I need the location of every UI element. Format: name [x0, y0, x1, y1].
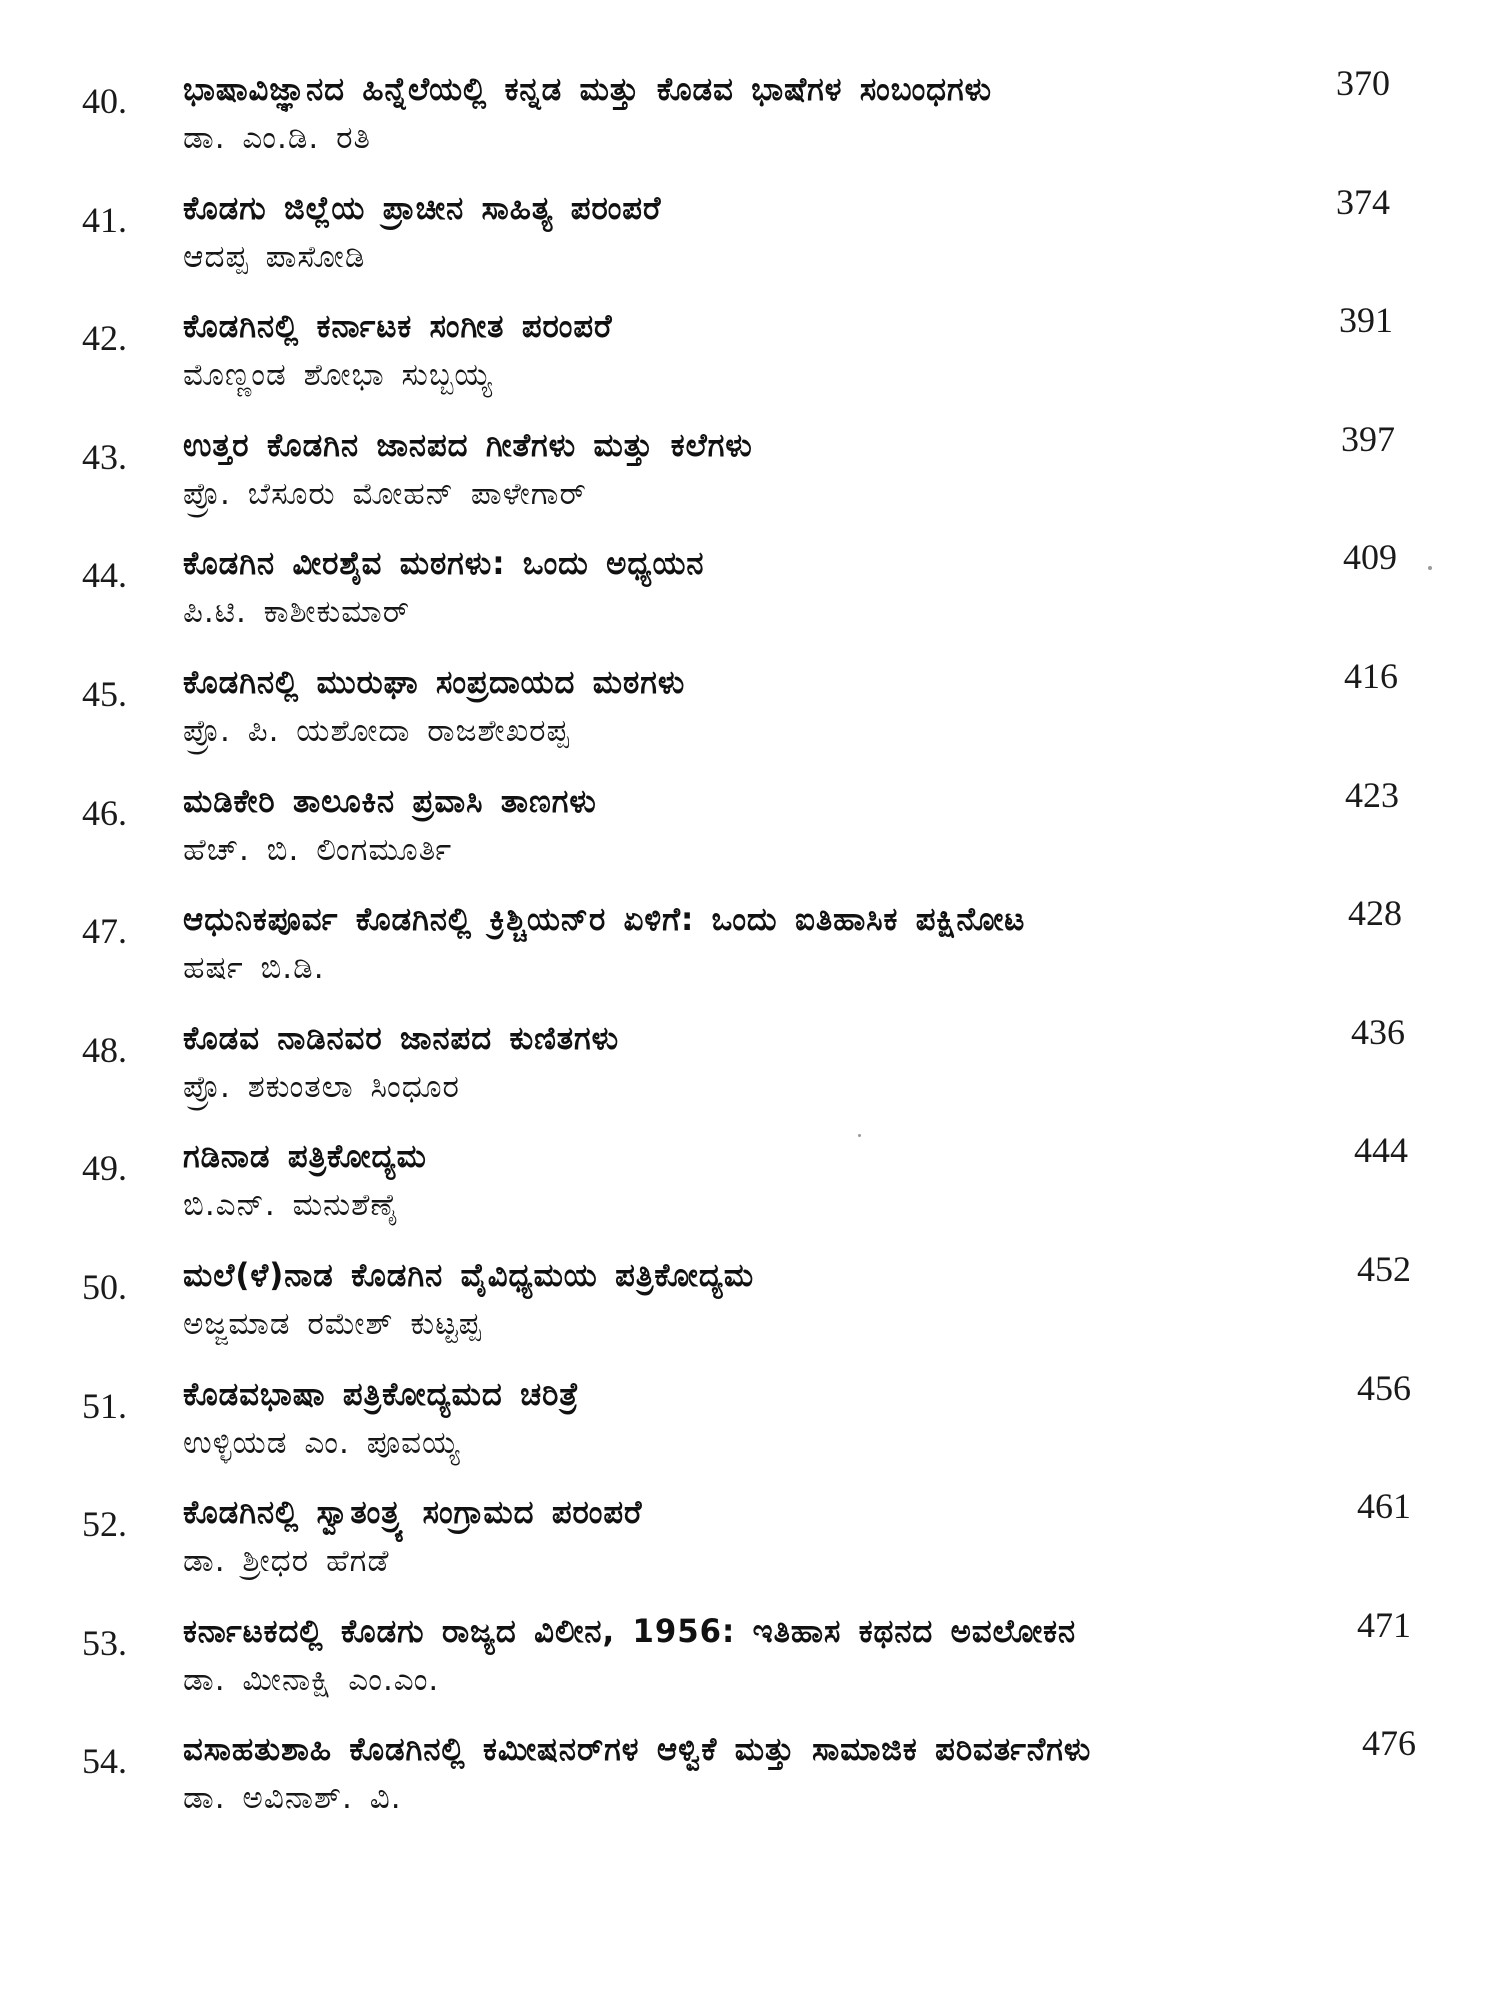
toc-entry [0, 774, 1500, 893]
entry-author: ಆದಪ್ಪ ಪಾಸೋಡಿ [183, 238, 366, 275]
entry-title: ಕೊಡಗಿನ ವೀರಶೈವ ಮಠಗಳು: ಒಂದು ಅಧ್ಯಯನ [183, 544, 705, 583]
entry-page-number: 444 [1354, 1130, 1408, 1171]
toc-entry [0, 1604, 1500, 1723]
entry-page-number: 409 [1343, 537, 1397, 578]
entry-number: 42. [82, 318, 127, 359]
entry-title: ಕೊಡಗಿನಲ್ಲಿ ಮುರುಘಾ ಸಂಪ್ರದಾಯದ ಮಠಗಳು [183, 662, 686, 701]
entry-title: ಮಲೆ(ಳೆ)ನಾಡ ಕೊಡಗಿನ ವೈವಿಧ್ಯಮಯ ಪತ್ರಿಕೋದ್ಯಮ [183, 1255, 755, 1294]
toc-entry [0, 1367, 1500, 1486]
toc-entry [0, 892, 1500, 1011]
entry-page-number: 423 [1345, 774, 1399, 815]
entry-title: ವಸಾಹತುಶಾಹಿ ಕೊಡಗಿನಲ್ಲಿ ಕಮೀಷನರ್‌ಗಳ ಆಳ್ವಿಕೆ ಮತ್ತು ಸಾಮಾಜಿಕ ಪರಿವರ್ತನೆಗಳು [183, 1730, 1092, 1769]
entry-title: ಕೊಡಗಿನಲ್ಲಿ ಸ್ವಾತಂತ್ರ್ಯ ಸಂಗ್ರಾಮದ ಪರಂಪರೆ [183, 1493, 643, 1532]
entry-author: ಪ್ರೊ. ಬೆಸೂರು ಮೋಹನ್ ಪಾಳೇಗಾರ್ [183, 475, 587, 512]
toc-entry [0, 62, 1500, 181]
entry-author: ಬಿ.ಎನ್. ಮನುಶೆಣೈ [183, 1187, 400, 1224]
entry-number: 41. [82, 199, 127, 240]
entry-number: 52. [82, 1504, 127, 1545]
entry-author: ಪ್ರೊ. ಶಕುಂತಲಾ ಸಿಂಧೂರ [183, 1068, 460, 1105]
toc-entry [0, 1248, 1500, 1367]
entry-title: ಕರ್ನಾಟಕದಲ್ಲಿ ಕೊಡಗು ರಾಜ್ಯದ ವಿಲೀನ, 1956: ಇತಿಹಾಸ ಕಥನದ ಅವಲೋಕನ [183, 1611, 1077, 1650]
entry-number: 49. [82, 1148, 127, 1189]
toc-entry [0, 299, 1500, 418]
entry-number: 53. [82, 1622, 127, 1663]
entry-author: ಅಜ್ಜಮಾಡ ರಮೇಶ್ ಕುಟ್ಟಪ್ಪ [183, 1305, 482, 1342]
entry-author: ಹರ್ಷ ಬಿ.ಡಿ. [183, 950, 325, 987]
entry-title: ಕೊಡಗಿನಲ್ಲಿ ಕರ್ನಾಟಕ ಸಂಗೀತ ಪರಂಪರೆ [183, 307, 613, 346]
entry-number: 47. [82, 911, 127, 952]
entry-author: ಪಿ.ಟಿ. ಕಾಶೀಕುಮಾರ್ [183, 594, 411, 631]
toc-entry [0, 418, 1500, 537]
entry-page-number: 370 [1336, 63, 1390, 103]
entry-author: ಉಳ್ಳಿಯಡ ಎಂ. ಪೂವಯ್ಯ [183, 1424, 461, 1461]
entry-page-number: 452 [1357, 1248, 1411, 1289]
toc-entry [0, 181, 1500, 300]
entry-page-number: 471 [1357, 1604, 1411, 1645]
entry-page-number: 397 [1341, 418, 1395, 459]
entry-page-number: 456 [1357, 1367, 1411, 1408]
entry-number: 40. [82, 81, 127, 121]
table-of-contents [0, 62, 1500, 1841]
entry-number: 46. [82, 792, 127, 833]
entry-author: ಡಾ. ಎಂ.ಡಿ. ರತಿ [183, 120, 371, 156]
entry-author: ಡಾ. ಮೀನಾಕ್ಷಿ ಎಂ.ಎಂ. [183, 1661, 440, 1698]
toc-entry [0, 536, 1500, 655]
entry-title: ಭಾಷಾವಿಜ್ಞಾನದ ಹಿನ್ನೆಲೆಯಲ್ಲಿ ಕನ್ನಡ ಮತ್ತು ಕೊಡವ ಭಾಷೆಗಳ ಸಂಬಂಧಗಳು [183, 70, 993, 108]
entry-author: ಡಾ. ಅವಿನಾಶ್. ವಿ. [183, 1780, 402, 1817]
entry-author: ಡಾ. ಶ್ರೀಧರ ಹೆಗಡೆ [183, 1543, 390, 1580]
entry-number: 44. [82, 555, 127, 596]
entry-author: ಮೊಣ್ಣಂಡ ಶೋಭಾ ಸುಬ್ಬಯ್ಯ [183, 357, 493, 394]
entry-number: 45. [82, 673, 127, 714]
entry-number: 48. [82, 1029, 127, 1070]
entry-page-number: 416 [1344, 655, 1398, 696]
entry-title: ಕೊಡವಭಾಷಾ ಪತ್ರಿಕೋದ್ಯಮದ ಚರಿತ್ರೆ [183, 1374, 580, 1413]
entry-page-number: 461 [1357, 1486, 1411, 1527]
entry-number: 54. [82, 1741, 127, 1782]
entry-title: ಆಧುನಿಕಪೂರ್ವ ಕೊಡಗಿನಲ್ಲಿ ಕ್ರಿಶ್ಚಿಯನ್‌ರ ಏಳಿಗೆ: ಒಂದು ಐತಿಹಾಸಿಕ ಪಕ್ಷಿನೋಟ [183, 900, 1026, 939]
print-speck [1428, 566, 1432, 570]
entry-number: 51. [82, 1385, 127, 1426]
toc-entry [0, 655, 1500, 774]
toc-entry [0, 1011, 1500, 1130]
entry-title: ಉತ್ತರ ಕೊಡಗಿನ ಜಾನಪದ ಗೀತೆಗಳು ಮತ್ತು ಕಲೆಗಳು [183, 425, 753, 464]
entry-title: ಗಡಿನಾಡ ಪತ್ರಿಕೋದ್ಯಮ [183, 1137, 427, 1176]
entry-title: ಮಡಿಕೇರಿ ತಾಲೂಕಿನ ಪ್ರವಾಸಿ ತಾಣಗಳು [183, 781, 597, 820]
entry-page-number: 374 [1336, 181, 1390, 222]
entry-number: 50. [82, 1266, 127, 1307]
toc-entry [0, 1485, 1500, 1604]
entry-page-number: 391 [1339, 300, 1393, 341]
entry-author: ಪ್ರೊ. ಪಿ. ಯಶೋದಾ ರಾಜಶೇಖರಪ್ಪ [183, 712, 570, 749]
toc-entry [0, 1722, 1500, 1841]
entry-page-number: 436 [1351, 1011, 1405, 1052]
entry-title: ಕೊಡಗು ಜಿಲ್ಲೆಯ ಪ್ರಾಚೀನ ಸಾಹಿತ್ಯ ಪರಂಪರೆ [183, 188, 662, 227]
toc-entry [0, 1129, 1500, 1248]
entry-author: ಹೆಚ್. ಬಿ. ಲಿಂಗಮೂರ್ತಿ [183, 831, 453, 868]
entry-number: 43. [82, 436, 127, 477]
print-speck [858, 1134, 861, 1137]
entry-page-number: 428 [1348, 893, 1402, 934]
entry-page-number: 476 [1362, 1723, 1416, 1764]
entry-title: ಕೊಡವ ನಾಡಿನವರ ಜಾನಪದ ಕುಣಿತಗಳು [183, 1018, 620, 1057]
